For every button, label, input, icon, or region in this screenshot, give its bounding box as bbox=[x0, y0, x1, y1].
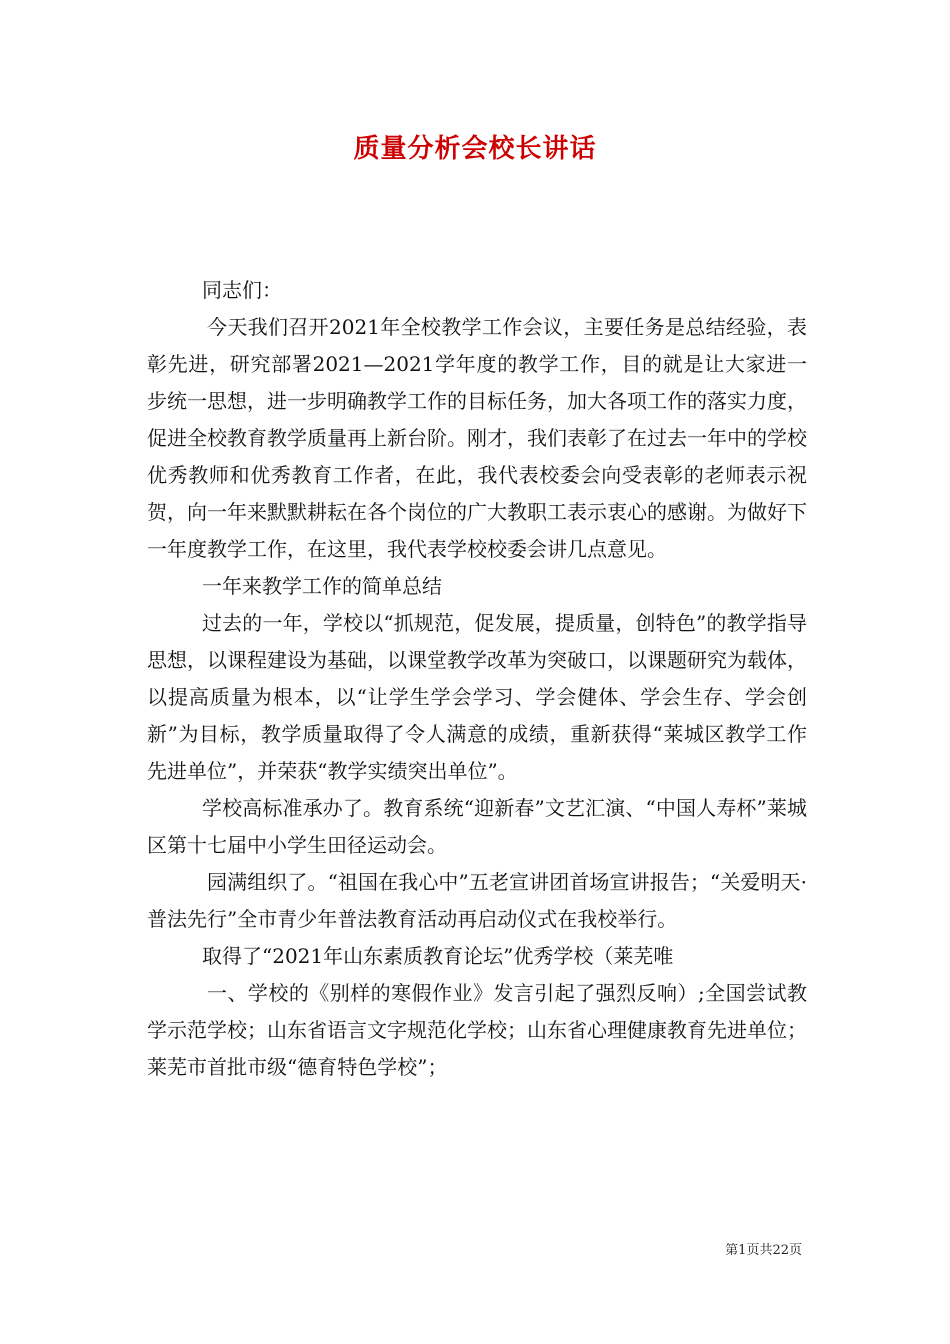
activities-paragraph: 园满组织了。“祖国在我心中”五老宣讲团首场宣讲报告；“关爱明天·普法先行”全市青少年普法教育活动再启动仪式在我校举行。 bbox=[147, 870, 807, 931]
honors-paragraph: 一、学校的《别样的寒假作业》发言引起了强烈反响）;全国尝试教学示范学校；山东省语言文字规范化学校；山东省心理健康教育先进单位；莱芜市首批市级“德育特色学校”； bbox=[147, 981, 807, 1079]
section-heading: 一年来教学工作的简单总结 bbox=[202, 574, 442, 598]
document-title: 质量分析会校长讲话 bbox=[353, 134, 597, 164]
awards-paragraph: 取得了“2021年山东素质教育论坛”优秀学校（莱芜唯 bbox=[202, 944, 674, 968]
page-number: 第1页共22页 bbox=[725, 1243, 802, 1258]
summary-paragraph: 过去的一年，学校以“抓规范，促发展，提质量，创特色”的教学指导思想，以课程建设为基础，以课堂教学改革为突破口，以课题研究为载体，以提高质量为根本，以“让学生学会学习、学会健体、学会生存、学会创新”为目标，教学质量取得了令人满意的成绩，重新获得“莱城区教学工作先进单位”，并荣获“教学实绩突出单位”。 bbox=[147, 611, 807, 783]
document-body bbox=[147, 272, 807, 1086]
opening-paragraph: 今天我们召开2021年全校教学工作会议，主要任务是总结经验，表彰先进，研究部署2021—2021学年度的教学工作，目的就是让大家进一步统一思想，进一步明确教学工作的目标任务，加大各项工作的落实力度，促进全校教育教学质量再上新台阶。刚才，我们表彰了在过去一年中的学校优秀教师和优秀教育工作者，在此，我代表校委会向受表彰的老师表示祝贺，向一年来默默耕耘在各个岗位的广大教职工表示衷心的感谢。为做好下一年度教学工作，在这里，我代表学校校委会讲几点意见。 bbox=[147, 315, 807, 561]
events-paragraph: 学校高标准承办了。教育系统“迎新春”文艺汇演、“中国人寿杯”莱城区第十七届中小学生田径运动会。 bbox=[147, 796, 807, 857]
salutation-paragraph: 同志们： bbox=[202, 278, 282, 302]
